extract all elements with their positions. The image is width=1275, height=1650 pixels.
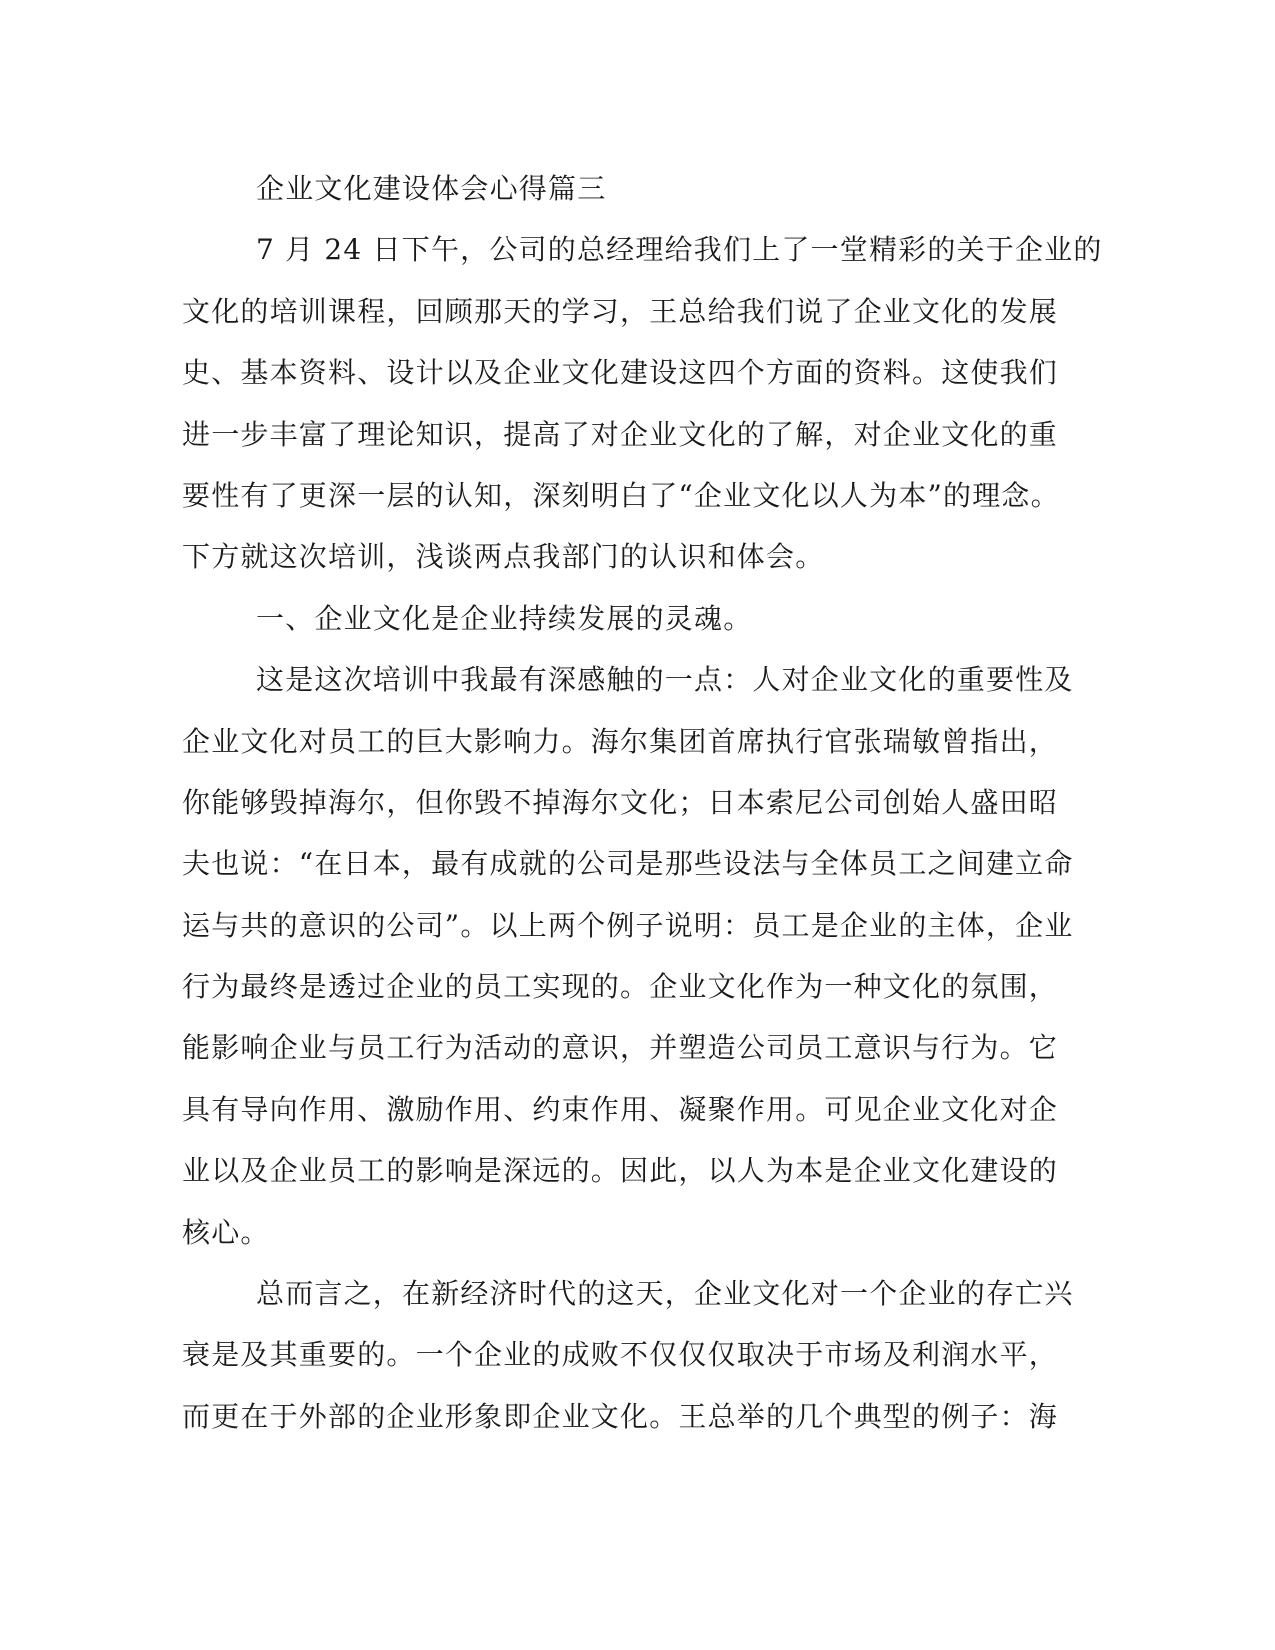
paragraph-line: 要性有了更深一层的认知，深刻明白了“企业文化以人为本”的理念。 bbox=[182, 478, 1060, 512]
paragraph-line: 史、基本资料、设计以及企业文化建设这四个方面的资料。这使我们 bbox=[182, 356, 1059, 390]
paragraph-line: 运与共的意识的公司”。以上两个例子说明：员工是企业的主体，企业 bbox=[182, 908, 1074, 942]
paragraph-line: 衰是及其重要的。一个企业的成败不仅仅仅取决于市场及利润水平， bbox=[182, 1338, 1059, 1372]
paragraph-line: 下方就这次培训，浅谈两点我部门的认识和体会。 bbox=[182, 540, 825, 574]
paragraph-line: 总而言之，在新经济时代的这天，企业文化对一个企业的存亡兴 bbox=[256, 1277, 1074, 1311]
paragraph-line: 进一步丰富了理论知识，提高了对企业文化的了解，对企业文化的重 bbox=[182, 417, 1059, 451]
section-heading: 一、企业文化是企业持续发展的灵魂。 bbox=[256, 601, 753, 635]
paragraph-line: 文化的培训课程，回顾那天的学习，王总给我们说了企业文化的发展 bbox=[182, 294, 1059, 328]
paragraph-line: 能影响企业与员工行为活动的意识，并塑造公司员工意识与行为。它 bbox=[182, 1031, 1059, 1065]
paragraph-line: 业以及企业员工的影响是深远的。因此，以人为本是企业文化建设的 bbox=[182, 1154, 1059, 1188]
paragraph-line: 行为最终是透过企业的员工实现的。企业文化作为一种文化的氛围， bbox=[182, 970, 1059, 1004]
paragraph-line: 核心。 bbox=[182, 1215, 270, 1249]
paragraph-line: 企业文化对员工的巨大影响力。海尔集团首席执行官张瑞敏曾指出， bbox=[182, 724, 1059, 758]
paragraph-line: 夫也说：“在日本，最有成就的公司是那些设法与全体员工之间建立命 bbox=[182, 847, 1074, 881]
document-title: 企业文化建设体会心得篇三 bbox=[256, 172, 607, 205]
paragraph-line: 你能够毁掉海尔，但你毁不掉海尔文化；日本索尼公司创始人盛田昭 bbox=[182, 785, 1059, 819]
document-body bbox=[182, 158, 1103, 1447]
paragraph-line: 而更在于外部的企业形象即企业文化。王总举的几个典型的例子：海 bbox=[182, 1399, 1059, 1433]
paragraph-line: 具有导向作用、激励作用、约束作用、凝聚作用。可见企业文化对企 bbox=[182, 1092, 1059, 1126]
paragraph-line: 这是这次培训中我最有深感触的一点：人对企业文化的重要性及 bbox=[256, 663, 1074, 697]
paragraph-line: 7 月 24 日下午，公司的总经理给我们上了一堂精彩的关于企业的 bbox=[256, 233, 1103, 267]
